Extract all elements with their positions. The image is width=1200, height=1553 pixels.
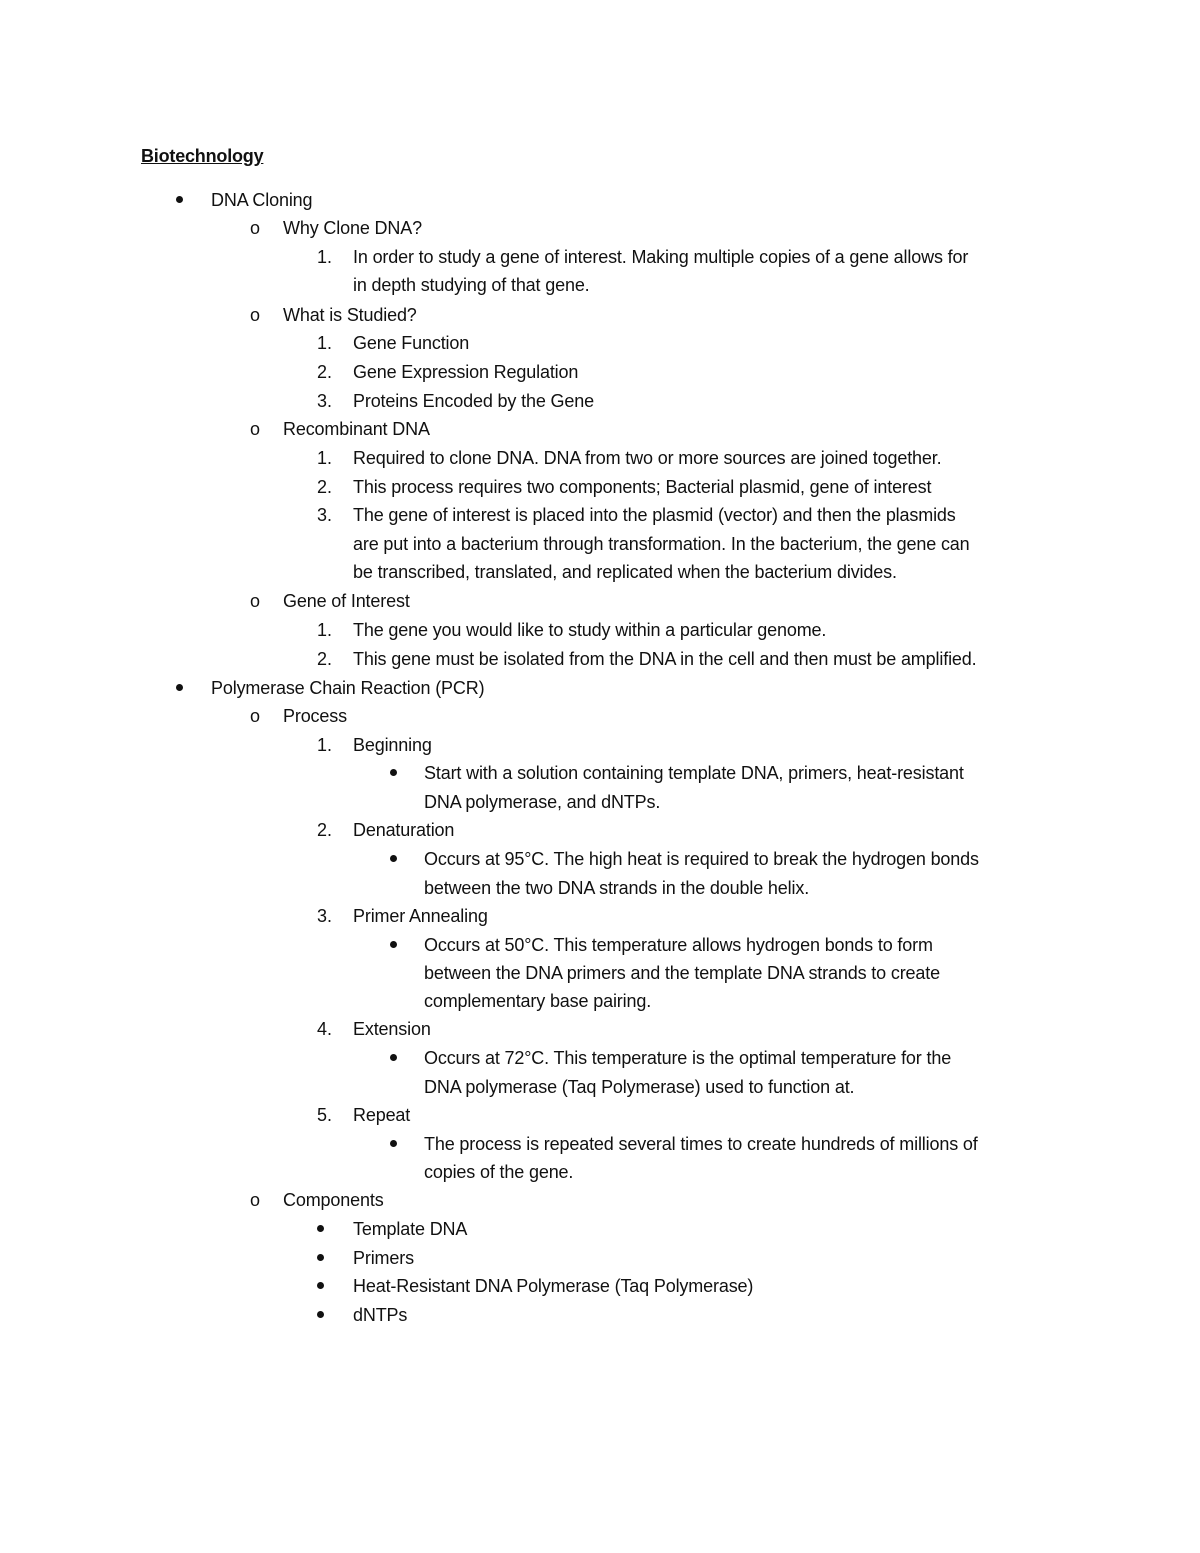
- bullet-icon: [176, 684, 183, 691]
- subheading-components: Components: [283, 1190, 384, 1210]
- list-number: 5.: [317, 1105, 333, 1125]
- sub-bullet-marker: o: [250, 305, 261, 325]
- step-detail-text: between the DNA primers and the template DNA strands to create: [424, 963, 940, 983]
- list-item-text: Proteins Encoded by the Gene: [353, 391, 594, 411]
- section-heading-dna-cloning: DNA Cloning: [211, 190, 313, 210]
- step-label: Repeat: [353, 1105, 411, 1125]
- step-detail-text: The process is repeated several times to create hundreds of millions of: [424, 1134, 978, 1154]
- bullet-icon: [317, 1225, 324, 1232]
- step-detail-text: Start with a solution containing template DNA, primers, heat-resistant: [424, 763, 964, 783]
- step-detail-text: copies of the gene.: [424, 1162, 574, 1182]
- step-label: Denaturation: [353, 820, 455, 840]
- list-number: 2.: [317, 362, 333, 382]
- list-item-text: be transcribed, translated, and replicated when the bacterium divides.: [353, 562, 897, 582]
- component-item: dNTPs: [353, 1305, 408, 1325]
- step-detail-text: between the two DNA strands in the double helix.: [424, 878, 810, 898]
- subheading-process: Process: [283, 706, 347, 726]
- subheading-what-studied: What is Studied?: [283, 305, 417, 325]
- list-item-text: Gene Function: [353, 333, 470, 353]
- bullet-icon: [390, 855, 397, 862]
- bullet-icon: [390, 1054, 397, 1061]
- document-title: Biotechnology: [141, 146, 264, 166]
- component-item: Heat-Resistant DNA Polymerase (Taq Polymerase): [353, 1276, 754, 1296]
- sub-bullet-marker: o: [250, 591, 261, 611]
- step-label: Primer Annealing: [353, 906, 488, 926]
- list-number: 1.: [317, 247, 333, 267]
- sub-bullet-marker: o: [250, 419, 261, 439]
- component-item: Template DNA: [353, 1219, 468, 1239]
- list-item-text: Gene Expression Regulation: [353, 362, 579, 382]
- list-number: 2.: [317, 820, 333, 840]
- step-detail-text: complementary base pairing.: [424, 991, 652, 1011]
- list-item-text: The gene of interest is placed into the plasmid (vector) and then the plasmids: [353, 505, 956, 525]
- list-item-text: are put into a bacterium through transformation. In the bacterium, the gene can: [353, 534, 970, 554]
- list-number: 4.: [317, 1019, 333, 1039]
- list-number: 1.: [317, 448, 333, 468]
- list-item-text: The gene you would like to study within a particular genome.: [353, 620, 827, 640]
- bullet-icon: [390, 1140, 397, 1147]
- list-item-text: in depth studying of that gene.: [353, 275, 590, 295]
- list-item-text: This process requires two components; Bacterial plasmid, gene of interest: [353, 477, 932, 497]
- bullet-icon: [390, 769, 397, 776]
- component-item: Primers: [353, 1248, 414, 1268]
- step-detail-text: Occurs at 95°C. The high heat is required to break the hydrogen bonds: [424, 849, 979, 869]
- bullet-icon: [176, 196, 183, 203]
- step-label: Extension: [353, 1019, 431, 1039]
- list-number: 2.: [317, 649, 333, 669]
- list-number: 3.: [317, 906, 333, 926]
- list-item-text: Required to clone DNA. DNA from two or more sources are joined together.: [353, 448, 942, 468]
- subheading-gene-of-interest: Gene of Interest: [283, 591, 410, 611]
- list-number: 3.: [317, 505, 333, 525]
- step-detail-text: Occurs at 72°C. This temperature is the optimal temperature for the: [424, 1048, 952, 1068]
- list-number: 2.: [317, 477, 333, 497]
- subheading-recombinant: Recombinant DNA: [283, 419, 430, 439]
- sub-bullet-marker: o: [250, 706, 261, 726]
- list-number: 3.: [317, 391, 333, 411]
- step-label: Beginning: [353, 735, 432, 755]
- step-detail-text: DNA polymerase, and dNTPs.: [424, 792, 661, 812]
- list-number: 1.: [317, 333, 333, 353]
- sub-bullet-marker: o: [250, 1190, 261, 1210]
- list-item-text: This gene must be isolated from the DNA in the cell and then must be amplified.: [353, 649, 977, 669]
- step-detail-text: DNA polymerase (Taq Polymerase) used to function at.: [424, 1077, 855, 1097]
- step-detail-text: Occurs at 50°C. This temperature allows hydrogen bonds to form: [424, 935, 933, 955]
- sub-bullet-marker: o: [250, 218, 261, 238]
- list-number: 1.: [317, 735, 333, 755]
- section-heading-pcr: Polymerase Chain Reaction (PCR): [211, 678, 485, 698]
- list-number: 1.: [317, 620, 333, 640]
- subheading-why-clone: Why Clone DNA?: [283, 218, 422, 238]
- bullet-icon: [317, 1282, 324, 1289]
- bullet-icon: [390, 941, 397, 948]
- list-item-text: In order to study a gene of interest. Making multiple copies of a gene allows for: [353, 247, 969, 267]
- bullet-icon: [317, 1254, 324, 1261]
- bullet-icon: [317, 1311, 324, 1318]
